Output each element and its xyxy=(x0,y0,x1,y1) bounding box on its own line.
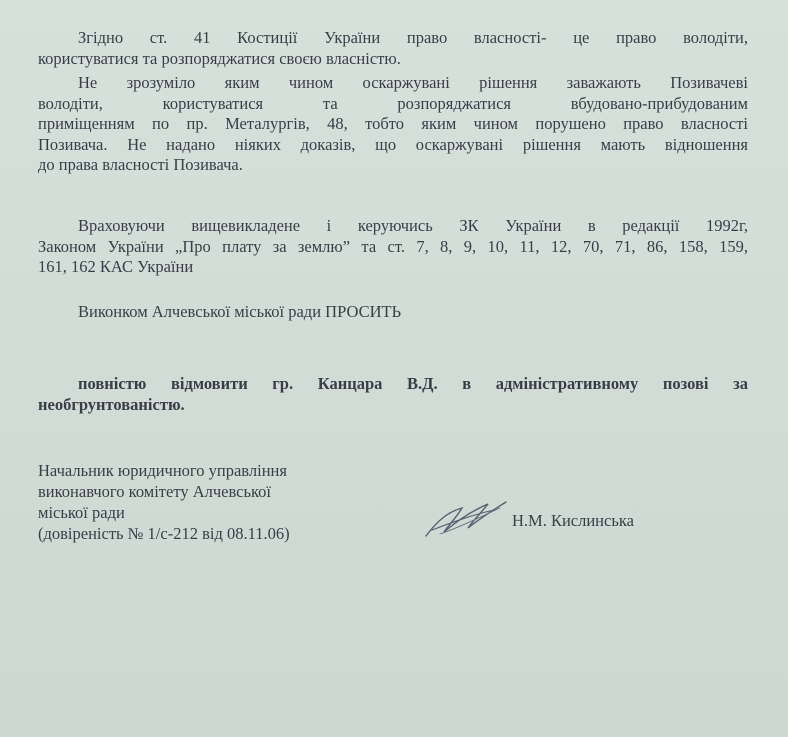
text-line: 161, 162 КАС України xyxy=(38,257,194,276)
text-line: Виконком Алчевської міської ради ПРОСИТЬ xyxy=(78,302,402,321)
paragraph-request-intro xyxy=(38,302,748,323)
signer-title-line: Начальник юридичного управління xyxy=(38,461,287,480)
text-line: повністю відмовити гр. Канцара В.Д. в адміністративному позові за xyxy=(78,374,748,393)
signer-name: Н.М. Кислинська xyxy=(512,511,634,530)
power-of-attorney-line: (довіреність № 1/с-212 від 08.11.06) xyxy=(38,524,290,543)
paragraph-constitution xyxy=(38,28,748,69)
text-line: Не зрозуміло яким чином оскаржувані рішення заважають Позивачеві xyxy=(78,73,748,92)
signature-block xyxy=(38,460,290,544)
text-line: Згідно ст. 41 Костиції України право власності- це право володіти, xyxy=(78,28,748,47)
text-line: Позивача. Не надано ніяких доказів, що оскаржувані рішення мають відношення xyxy=(38,134,748,154)
paragraph-legal-basis xyxy=(38,216,748,278)
text-line: Враховуючи вищевикладене і керуючись ЗК України в редакції 1992г, xyxy=(78,216,748,235)
text-line: до права власності Позивача. xyxy=(38,155,243,174)
text-line: володіти, користуватися та розпоряджатися вбудовано-прибудованим xyxy=(38,93,748,113)
text-line: приміщенням по пр. Металургів, 48, тобто яким чином порушено право власності xyxy=(38,114,748,133)
handwritten-signature-icon xyxy=(418,490,518,546)
signer-title-line: міської ради xyxy=(38,503,125,522)
paragraph-argument xyxy=(38,73,748,176)
text-line: користуватися та розпоряджатися своєю власністю. xyxy=(38,48,401,68)
text-line: Законом України „Про плату за землю” та ст. 7, 8, 9, 10, 11, 12, 70, 71, 86, 158, 159, xyxy=(38,236,748,256)
text-line: необгрунтованістю. xyxy=(38,394,185,414)
signer-title-line: виконавчого комітету Алчевської xyxy=(38,482,272,501)
paragraph-request xyxy=(38,374,748,415)
